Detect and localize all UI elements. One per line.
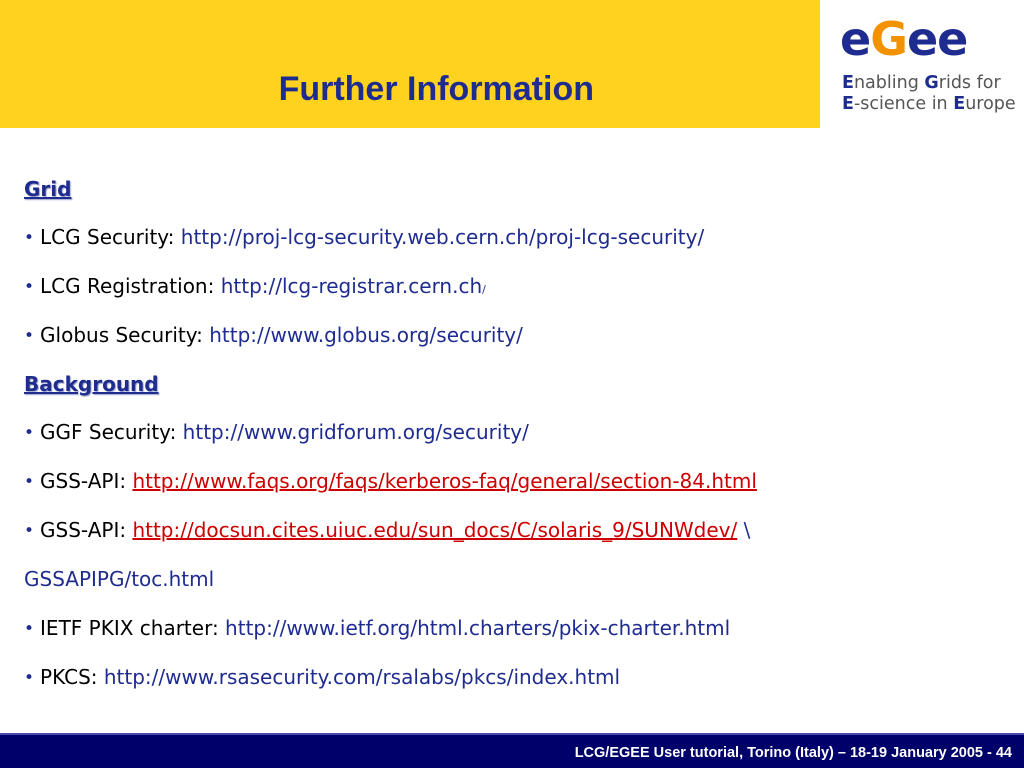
item-link[interactable]: http://www.rsasecurity.com/rsalabs/pkcs/index.html — [103, 665, 621, 689]
egee-logo — [840, 12, 1016, 120]
bullet-icon: • — [24, 619, 35, 639]
footer-text: LCG/EGEE User tutorial, Torino (Italy) – 18-19 January 2005 - 44 — [574, 745, 1012, 761]
bullet-icon: • — [24, 521, 35, 541]
logo-wordmark — [840, 12, 968, 66]
content — [24, 170, 1014, 707]
list-item — [24, 609, 1014, 658]
logo-wordmark-text: eGee — [840, 12, 968, 66]
list-item — [24, 267, 1014, 316]
item-label: Globus Security: — [40, 323, 210, 347]
item-link[interactable]: http://lcg-registrar.cern.ch — [220, 274, 483, 298]
bullet-icon: • — [24, 228, 35, 248]
bullet-icon: • — [24, 423, 35, 443]
bullet-icon: • — [24, 472, 35, 492]
list-item — [24, 462, 1014, 511]
logo-tagline-line1: Enabling Grids for — [842, 73, 1001, 93]
section-title-background: Background — [24, 372, 159, 396]
slide-title: Further Information — [278, 70, 594, 108]
item-link[interactable]: http://proj-lcg-security.web.cern.ch/proj-lcg-security/ — [180, 225, 705, 249]
list-item — [24, 413, 1014, 462]
item-label: GSS-API: — [40, 469, 133, 493]
item-label: LCG Registration: — [40, 274, 221, 298]
item-link[interactable]: http://www.gridforum.org/security/ — [182, 420, 529, 444]
header-band — [0, 0, 820, 128]
list-item — [24, 316, 1014, 365]
list-item — [24, 218, 1014, 267]
section-title-grid: Grid — [24, 177, 72, 201]
item-label: GSS-API: — [40, 518, 133, 542]
logo-tagline-line2: E-science in Europe — [842, 94, 1016, 114]
list-item — [24, 511, 1014, 560]
item-label: PKCS: — [40, 665, 104, 689]
item-link[interactable]: http://docsun.cites.uiuc.edu/sun_docs/C/solaris_9/SUNWdev/ — [132, 518, 738, 542]
bullet-icon: • — [24, 277, 35, 297]
item-link-tail: / — [482, 283, 486, 296]
item-link[interactable]: http://www.faqs.org/faqs/kerberos-faq/general/section-84.html — [132, 469, 757, 493]
item-link[interactable]: http://www.globus.org/security/ — [209, 323, 523, 347]
item-label: LCG Security: — [40, 225, 181, 249]
item-label: GGF Security: — [40, 420, 183, 444]
footer-bar — [0, 733, 1024, 768]
item-link-suffix: \ — [737, 518, 751, 542]
item-continuation: GSSAPIPG/toc.html — [24, 567, 215, 591]
item-label: IETF PKIX charter: — [40, 616, 226, 640]
list-item — [24, 658, 1014, 707]
bullet-icon: • — [24, 668, 35, 688]
bullet-icon: • — [24, 326, 35, 346]
item-link[interactable]: http://www.ietf.org/html.charters/pkix-charter.html — [225, 616, 731, 640]
